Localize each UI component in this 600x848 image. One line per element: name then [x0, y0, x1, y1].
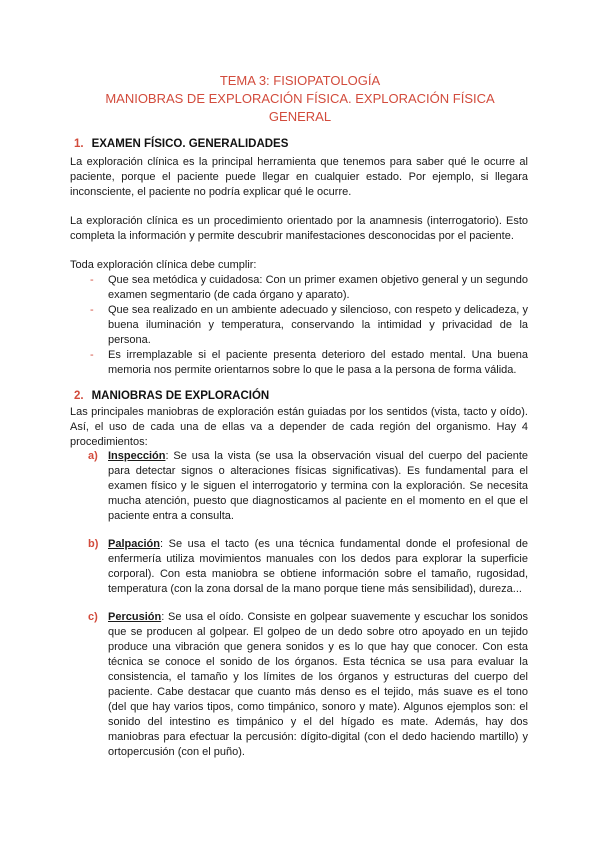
- section-1-number: 1.: [74, 138, 84, 150]
- item-label: a): [88, 450, 98, 462]
- page-subtitle: MANIOBRAS DE EXPLORACIÓN FÍSICA. EXPLORACIÓN FÍSICA GENERAL: [105, 91, 495, 124]
- list-item: - Es irremplazable si el paciente presenta deterioro del estado mental. Una buena memoria nos permite orientarnos sobre lo que le pasa a la persona de forma válida.: [90, 349, 528, 376]
- maneuver-inspeccion: [88, 449, 528, 524]
- section-2-number: 2.: [74, 390, 84, 402]
- section-1-paragraph-3: Toda exploración clínica debe cumplir:: [70, 259, 257, 271]
- section-1-title: EXAMEN FÍSICO. GENERALIDADES: [91, 138, 289, 150]
- item-text: : Se usa la vista (se usa la observación visual del cuerpo del paciente para detectar signos o alteraciones físicas significativas). Es fundamental para el examen físico y le siguen el interrogatorio y termina con la exploración. Se necesita mucha atención, puesto que diagnosticamos al paciente en el momento en el que el paciente entra a consulta.: [108, 450, 528, 522]
- item-text: : Se usa el oído. Consiste en golpear suavemente y escuchar los sonidos que se producen al golpear. El golpeo de un dedo sobre otro apoyado en un tejido produce una vibración que genera sonidos y es lo que hay que conocer. Con esta técnica se conoce el sonido de los órganos. Esta técnica se usa para evaluar la consistencia, el tamaño y los límites de los órganos y estructuras del cuerpo del paciente. Cabe destacar que cuanto más denso es el tejido, más suave es el tono (del que hay varios tipos, como timpánico, sonoro y mate). Algunos ejemplos son: el sonido del intestino es timpánico y el del hígado es mate. Además, hay dos maniobras para efectuar la percusión: dígito-digital (con el dedo haciendo martillo) y ortopercusión (con el puño).: [108, 611, 528, 758]
- item-label: b): [88, 538, 99, 550]
- item-text: : Se usa el tacto (es una técnica fundamental donde el profesional de enfermería utiliza movimientos manuales con los dedos para explorar la superficie corporal). Con esta maniobra se obtiene información sobre el tamaño, rugosidad, temperatura (con la zona dorsal de la mano porque tiene más sensibilidad), dureza...: [108, 538, 528, 595]
- section-1-paragraph-2: La exploración clínica es un procedimiento orientado por la anamnesis (interrogatorio). Esto completa la información y permite descubrir manifestaciones desconocidas por el paciente.: [70, 215, 528, 242]
- section-2-intro: Las principales maniobras de exploración están guiadas por los sentidos (vista, tacto y oído). Así, el uso de cada una de ellas va a depender de cada región del organismo. Hay 4 procedimientos:: [70, 406, 528, 448]
- section-2-heading: [74, 390, 269, 402]
- dash-bullet: -: [90, 304, 94, 316]
- section-1-paragraph-1: La exploración clínica es la principal herramienta que tenemos para saber qué le ocurre al paciente, porque el paciente puede llegar en cualquier estado. Por ejemplo, si llegara inconsciente, el paciente no podría explicar qué le ocurre.: [70, 156, 528, 198]
- item-term: Palpación: [108, 538, 160, 550]
- maneuver-percusion: [88, 610, 528, 760]
- maneuver-palpacion: [88, 537, 528, 597]
- dash-bullet: -: [90, 349, 94, 361]
- requirements-list: [90, 273, 528, 378]
- section-2-title: MANIOBRAS DE EXPLORACIÓN: [91, 390, 270, 402]
- list-item: - Que sea realizado en un ambiente adecuado y silencioso, con respeto y delicadeza, y buena iluminación y temperatura, conservando la intimidad y privacidad de la persona.: [90, 304, 528, 346]
- dash-bullet: -: [90, 274, 94, 286]
- item-label: c): [88, 611, 98, 623]
- item-term: Inspección: [108, 450, 166, 462]
- page-title: TEMA 3: FISIOPATOLOGÍA: [219, 73, 381, 88]
- item-term: Percusión: [108, 611, 162, 623]
- section-1-heading: [74, 138, 288, 150]
- list-item: - Que sea metódica y cuidadosa: Con un primer examen objetivo general y un segundo examen segmentario (de cada órgano y aparato).: [90, 274, 528, 301]
